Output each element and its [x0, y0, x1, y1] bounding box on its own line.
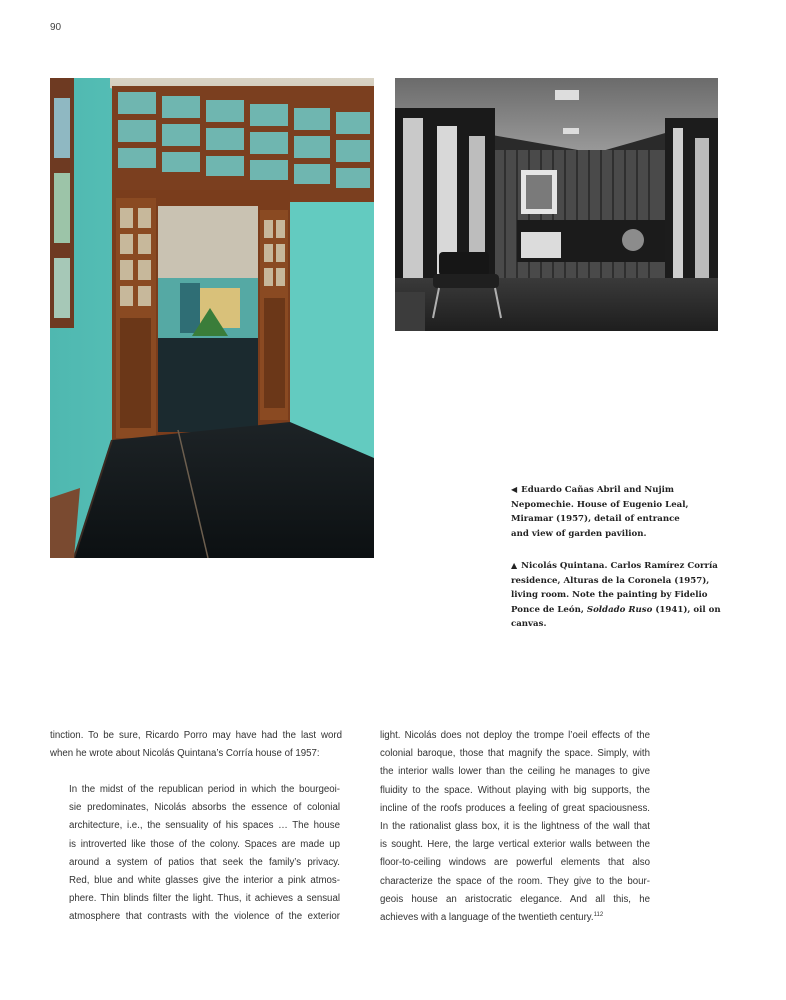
body-line: incline of the roofs produces a feeling of great spaciousness. — [380, 802, 650, 814]
caption-line: Nepomechie. House of Eugenio Leal, — [511, 499, 689, 510]
body-line: is introverted like those of the colony. Spaces are made up — [69, 838, 340, 850]
caption-entrance — [511, 482, 711, 541]
caption-line: living room. Note the painting by Fidelio — [511, 590, 708, 601]
living-room-photo — [395, 78, 718, 331]
body-line: around a system of patios that seek the family’s privacy. — [69, 856, 340, 868]
entrance-photo-illustration — [50, 78, 374, 558]
caption-line: and view of garden pavilion. — [511, 528, 647, 539]
caption-line: canvas. — [511, 619, 547, 630]
caption-line: Miramar (1957), detail of entrance — [511, 514, 680, 525]
up-arrow-icon: ▲ — [511, 560, 518, 570]
body-line: In the midst of the republican period in which the bourgeoi- — [69, 784, 340, 795]
entrance-photo — [50, 78, 374, 558]
body-line: atmosphere that contrasts with the violence of the exterior — [69, 911, 340, 923]
body-line: achieves with a language of the twentieth century. — [380, 912, 594, 924]
page-number: 90 — [50, 22, 62, 33]
body-line: Red, blue and white glasses give the interior a pink atmos- — [69, 875, 340, 887]
body-line: characterize the space of the room. They give to the bour- — [380, 875, 650, 887]
caption-line: Nicolás Quintana. Carlos Ramírez Corría — [521, 561, 718, 571]
caption-line: (1941), oil on — [652, 604, 721, 615]
footnote-ref[interactable]: 112 — [593, 912, 604, 919]
body-right-column — [380, 727, 650, 927]
caption-line: Ponce de León, — [511, 604, 587, 615]
block-quote — [69, 781, 340, 927]
body-line: geois house an aristocratic elegance. And all this, he — [380, 893, 650, 905]
painting-title: Soldado Ruso — [586, 604, 653, 615]
body-line: is sought. Here, the large vertical exterior walls between the — [380, 839, 650, 851]
body-line: light. Nicolás does not deploy the trompe l’oeil effects of the — [380, 730, 650, 741]
body-line: tinction. To be sure, Ricardo Porro may have had the last word — [50, 730, 342, 741]
caption-line: residence, Alturas de la Coronela (1957), — [511, 575, 710, 586]
body-line: phere. Thin blinds filter the light. Thus, it achieves a sensual — [69, 893, 340, 905]
body-line: colonial baroque, those that magnify the space. Simply, with — [380, 748, 650, 760]
left-arrow-icon: ◀ — [511, 484, 518, 494]
body-line: In the rationalist glass box, it is the lightness of the wall that — [380, 821, 650, 833]
caption-living-room — [511, 558, 721, 632]
body-line: when he wrote about Nicolás Quintana’s Corría house of 1957: — [50, 748, 320, 760]
body-line: fluidity to the space. Without playing with big supports, the — [380, 784, 650, 796]
body-left-lead — [50, 727, 342, 763]
body-line: floor-to-ceiling windows are powerful elements that also — [380, 857, 650, 869]
body-line: the interior walls lower than the ceiling he manages to give — [380, 766, 650, 778]
living-room-photo-illustration — [395, 78, 718, 331]
body-line: architecture, i.e., the sensuality of his spaces … The house — [69, 820, 340, 832]
body-line: sie predominates, Nicolás absorbs the essence of colonial — [69, 802, 340, 814]
caption-line: Eduardo Cañas Abril and Nujim — [521, 485, 674, 495]
